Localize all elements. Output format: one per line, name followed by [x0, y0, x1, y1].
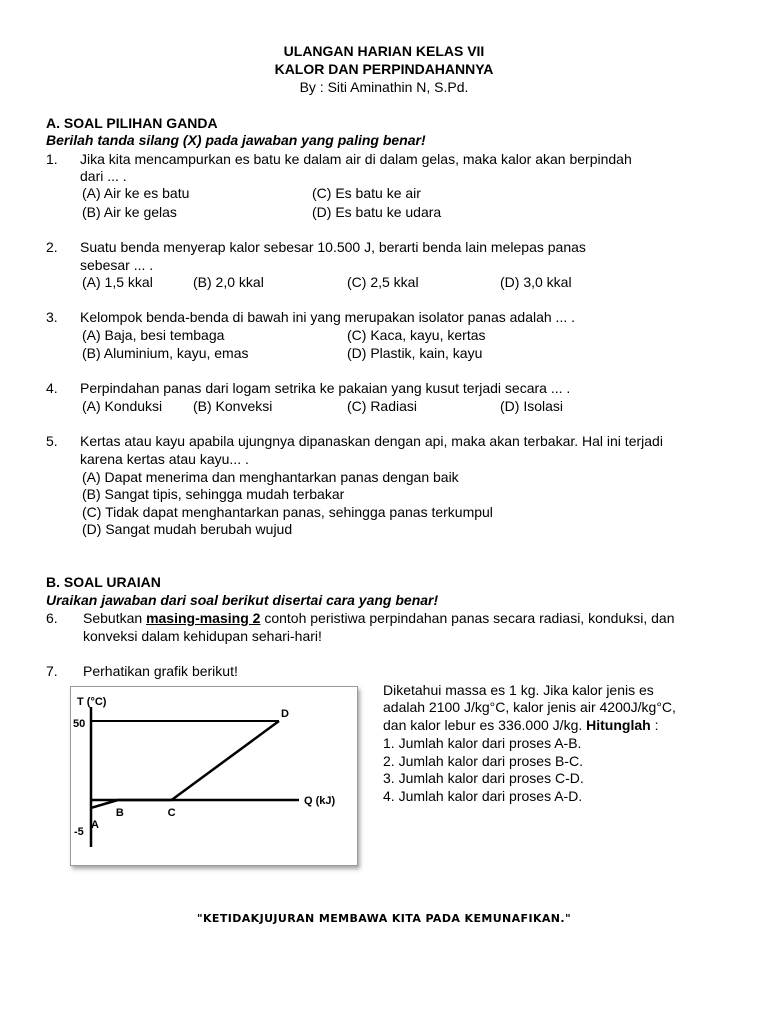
q3-option-c: (C) Kaca, kayu, kertas: [347, 327, 486, 343]
y-axis-label: T (°C): [77, 696, 107, 708]
q5-option-c: (C) Tidak dapat menghantarkan panas, sehingga panas terkumpul: [82, 504, 493, 520]
exam-subtitle: KALOR DAN PERPINDAHANNYA: [274, 61, 494, 77]
q7-number: 7.: [46, 663, 58, 679]
q4-option-a: (A) Konduksi: [82, 398, 163, 414]
motto-quote: "KETIDAKJUJURAN MEMBAWA KITA PADA KEMUNAFIKAN.": [196, 912, 572, 925]
section-a-instruction: Berilah tanda silang (X) pada jawaban yang paling benar!: [46, 132, 426, 148]
q2-number: 2.: [46, 239, 58, 255]
q2-text-line2: sebesar ... .: [80, 257, 154, 273]
q7-desc-post: :: [650, 717, 659, 733]
q7-text-line1: Perhatikan grafik berikut!: [83, 663, 238, 679]
q2-option-b: (B) 2,0 kkal: [193, 274, 264, 290]
q5-option-b: (B) Sangat tipis, sehingga mudah terbakar: [82, 486, 345, 502]
q3-number: 3.: [46, 309, 58, 325]
q5-number: 5.: [46, 433, 58, 449]
section-a-heading: A. SOAL PILIHAN GANDA: [46, 115, 218, 131]
point-label-c: C: [167, 807, 176, 819]
q7-desc-pre: dan kalor lebur es 336.000 J/kg.: [383, 717, 587, 733]
q4-option-c: (C) Radiasi: [347, 398, 418, 414]
temperature-heat-chart: [70, 686, 358, 866]
q7-item-2: 2. Jumlah kalor dari proses B-C.: [383, 753, 583, 769]
q6-text-post: contoh peristiwa perpindahan panas secara radiasi, konduksi, dan: [260, 610, 675, 626]
q7-item-1: 1. Jumlah kalor dari proses A-B.: [383, 735, 582, 751]
point-label-a: A: [91, 818, 99, 831]
q5-text-line2: karena kertas atau kayu... .: [80, 451, 249, 467]
q5-option-d: (D) Sangat mudah berubah wujud: [82, 521, 293, 537]
q3-text-line1: Kelompok benda-benda di bawah ini yang merupakan isolator panas adalah ... .: [80, 309, 575, 325]
segment-C-D: [172, 721, 279, 800]
q6-emphasis: masing-masing 2: [146, 610, 261, 626]
q4-option-b: (B) Konveksi: [193, 398, 273, 414]
q2-option-d: (D) 3,0 kkal: [500, 274, 572, 290]
q3-option-b: (B) Aluminium, kayu, emas: [82, 345, 249, 361]
q2-text-line1: Suatu benda menyerap kalor sebesar 10.500 J, berarti benda lain melepas panas: [80, 239, 586, 255]
q1-option-b: (B) Air ke gelas: [82, 204, 177, 220]
q5-option-a: (A) Dapat menerima dan menghantarkan panas dengan baik: [82, 469, 459, 485]
q7-desc-line2: adalah 2100 J/kg°C, kalor jenis air 4200J/kg°C,: [383, 699, 676, 715]
q3-option-a: (A) Baja, besi tembaga: [82, 327, 225, 343]
y-tick-50: 50: [73, 718, 86, 730]
q6-text-line1: [83, 609, 674, 627]
exam-author: By : Siti Aminathin N, S.Pd.: [299, 79, 469, 95]
q4-number: 4.: [46, 380, 58, 396]
q7-desc-line1: Diketahui massa es 1 kg. Jika kalor jenis es: [383, 682, 654, 698]
q1-option-d: (D) Es batu ke udara: [312, 204, 442, 220]
exam-title: ULANGAN HARIAN KELAS VII: [283, 43, 485, 59]
q7-item-4: 4. Jumlah kalor dari proses A-D.: [383, 788, 583, 804]
q1-text-line1: Jika kita mencampurkan es batu ke dalam air di dalam gelas, maka kalor akan berpindah: [80, 151, 632, 167]
q2-option-c: (C) 2,5 kkal: [347, 274, 419, 290]
point-label-b: B: [115, 807, 124, 819]
q1-text-line2: dari ... .: [80, 168, 127, 184]
q7-item-3: 3. Jumlah kalor dari proses C-D.: [383, 770, 584, 786]
chart-svg: [71, 687, 357, 865]
q1-number: 1.: [46, 151, 58, 167]
section-b-instruction: Uraikan jawaban dari soal berikut disertai cara yang benar!: [46, 592, 439, 608]
q6-text-line2: konveksi dalam kehidupan sehari-hari!: [83, 628, 322, 644]
q5-text-line1: Kertas atau kayu apabila ujungnya dipanaskan dengan api, maka akan terbakar. Hal ini terjadi: [80, 433, 663, 449]
q6-number: 6.: [46, 610, 58, 626]
q1-option-a: (A) Air ke es batu: [82, 185, 190, 201]
q4-option-d: (D) Isolasi: [500, 398, 564, 414]
y-tick-minus5: -5: [74, 826, 84, 838]
q4-text-line1: Perpindahan panas dari logam setrika ke pakaian yang kusut terjadi secara ... .: [80, 380, 571, 396]
section-b-heading: B. SOAL URAIAN: [46, 574, 161, 590]
q6-text-pre: Sebutkan: [83, 610, 147, 626]
q7-desc-line3: [383, 716, 658, 734]
x-axis-label: Q (kJ): [304, 795, 336, 807]
q2-option-a: (A) 1,5 kkal: [82, 274, 153, 290]
q7-desc-bold: Hitunglah: [586, 717, 651, 733]
point-label-d: D: [281, 708, 289, 720]
q3-option-d: (D) Plastik, kain, kayu: [347, 345, 483, 361]
q1-option-c: (C) Es batu ke air: [312, 185, 421, 201]
